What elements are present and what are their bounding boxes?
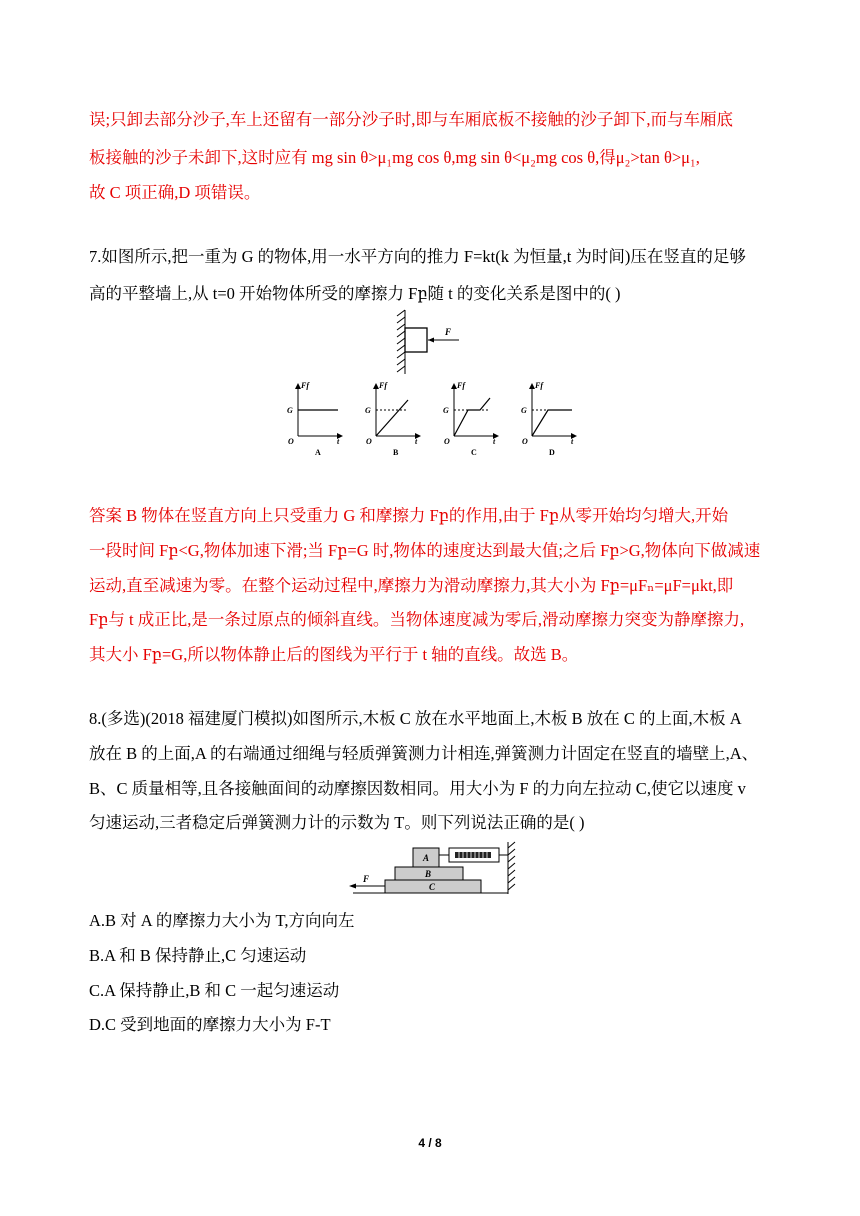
graph-b xyxy=(365,381,420,457)
q8-option-b: B.A 和 B 保持静止,C 匀速运动 xyxy=(89,946,307,965)
svg-text:A: A xyxy=(315,448,321,457)
block xyxy=(405,328,427,352)
svg-text:C: C xyxy=(429,882,436,892)
q8-option-a: A.B 对 A 的摩擦力大小为 T,方向向左 xyxy=(89,911,355,930)
svg-text:O: O xyxy=(522,437,528,446)
wall-hatching xyxy=(397,310,405,374)
svg-text:t: t xyxy=(415,437,418,446)
a7-line-5: 其大小 Fբ=G,所以物体静止后的图线为平行于 t 轴的直线。故选 B。 xyxy=(89,645,579,664)
a7-line-1: 答案 B 物体在竖直方向上只受重力 G 和摩擦力 Fբ的作用,由于 Fբ从零开始均匀增大,开始 xyxy=(89,506,729,525)
q8-option-c: C.A 保持静止,B 和 C 一起匀速运动 xyxy=(89,981,340,1000)
q8-option-d: D.C 受到地面的摩擦力大小为 F-T xyxy=(89,1015,331,1034)
q7-line-1: 7.如图所示,把一重为 G 的物体,用一水平方向的推力 F=kt(k 为恒量,t 为时间)压在竖直的足够 xyxy=(89,247,746,266)
svg-text:Ff: Ff xyxy=(301,381,309,390)
prev-answer-line-1: 误;只卸去部分沙子,车上还留有一部分沙子时,即与车厢底板不接触的沙子卸下,而与车厢底 xyxy=(89,110,733,129)
svg-text:t: t xyxy=(493,437,496,446)
svg-text:Ff: Ff xyxy=(535,381,543,390)
svg-text:G: G xyxy=(521,406,527,415)
q8-line-1: 8.(多选)(2018 福建厦门模拟)如图所示,木板 C 放在水平地面上,木板 B 放在 C 的上面,木板 A xyxy=(89,709,742,728)
a7-line-4: Fբ与 t 成正比,是一条过原点的倾斜直线。当物体速度减为零后,滑动摩擦力突变为静摩擦力, xyxy=(89,610,745,629)
svg-text:G: G xyxy=(287,406,293,415)
svg-text:F: F xyxy=(363,874,370,884)
svg-text:t: t xyxy=(337,437,340,446)
prev-answer-line-2: 板接触的沙子未卸下,这时应有 mg sin θ>μ₁mg cos θ,mg sin θ<μ₂mg cos θ,得μ₂>tan θ>μ₁, xyxy=(89,148,700,167)
svg-text:Ff: Ff xyxy=(379,381,387,390)
q8-line-4: 匀速运动,三者稳定后弹簧测力计的示数为 T。则下列说法正确的是( ) xyxy=(89,813,585,832)
q8-line-3: B、C 质量相等,且各接触面间的动摩擦因数相同。用大小为 F 的力向左拉动 C,使它以速度 v xyxy=(89,779,746,798)
a7-line-3: 运动,直至减速为零。在整个运动过程中,摩擦力为滑动摩擦力,其大小为 Fբ=μFₙ=μF=μkt,即 xyxy=(89,576,734,595)
svg-text:C: C xyxy=(471,448,477,457)
q7-graphs xyxy=(280,378,580,458)
wall xyxy=(508,842,515,894)
svg-text:O: O xyxy=(366,437,372,446)
svg-text:D: D xyxy=(549,448,555,457)
a7-line-2: 一段时间 Fբ<G,物体加速下滑;当 Fբ=G 时,物体的速度达到最大值;之后 Fբ>G,物体向下做减速 xyxy=(89,541,761,560)
svg-text:G: G xyxy=(443,406,449,415)
q8-line-2: 放在 B 的上面,A 的右端通过细绳与轻质弹簧测力计相连,弹簧测力计固定在竖直的墙壁上,A、 xyxy=(89,744,759,763)
q7-line-2: 高的平整墙上,从 t=0 开始物体所受的摩擦力 Fբ随 t 的变化关系是图中的( ) xyxy=(89,284,621,303)
graph-c xyxy=(443,381,498,457)
svg-text:B: B xyxy=(425,869,432,879)
force-label: F xyxy=(445,327,452,337)
page-number: 4 / 8 xyxy=(418,1136,442,1150)
graph-a xyxy=(287,381,342,457)
svg-text:O: O xyxy=(444,437,450,446)
svg-text:B: B xyxy=(393,448,399,457)
q8-blocks-figure xyxy=(345,840,520,896)
svg-text:A: A xyxy=(423,853,430,863)
svg-text:Ff: Ff xyxy=(457,381,465,390)
prev-answer-line-3: 故 C 项正确,D 项错误。 xyxy=(89,183,261,202)
svg-text:t: t xyxy=(571,437,574,446)
graph-d xyxy=(521,381,576,457)
q7-wall-figure xyxy=(395,308,465,376)
svg-text:G: G xyxy=(365,406,371,415)
svg-text:O: O xyxy=(288,437,294,446)
